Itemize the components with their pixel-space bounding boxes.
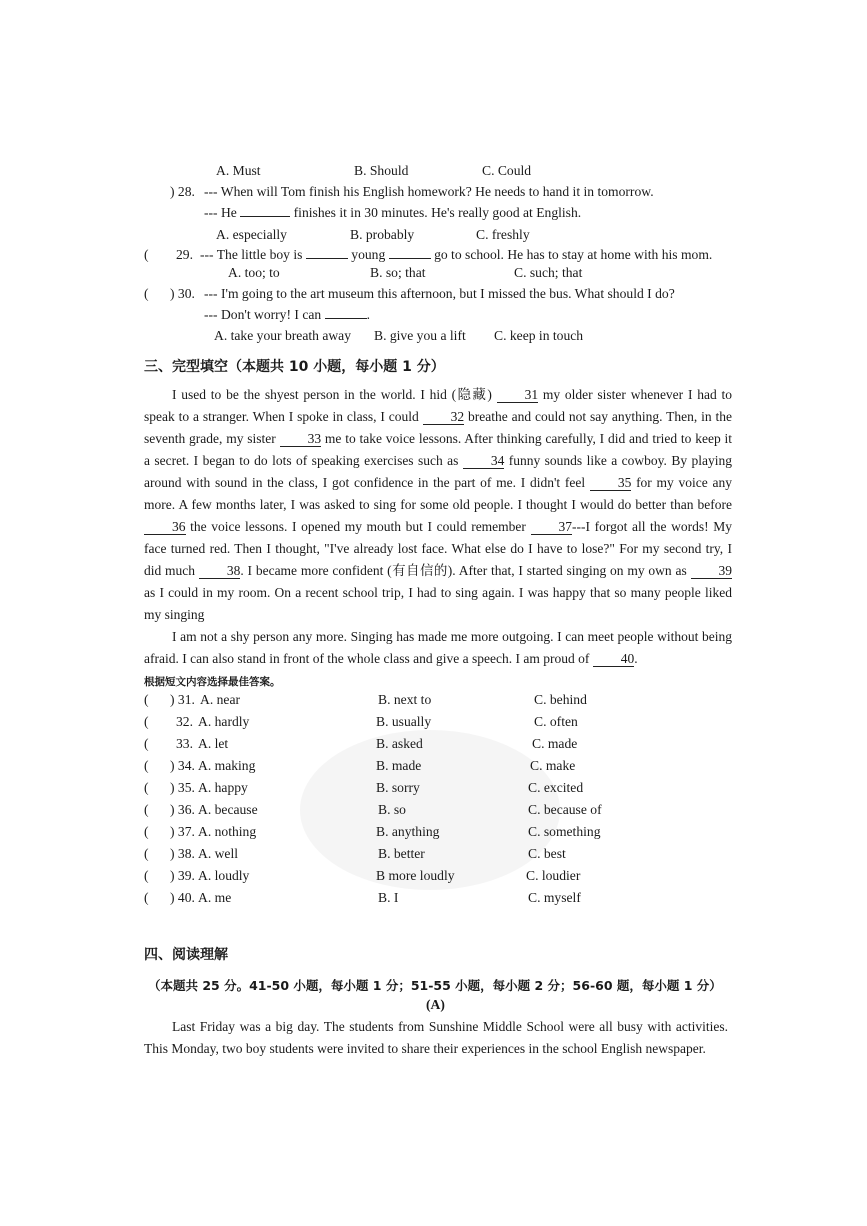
section3-title: 三、完型填空（本题共 10 小题，每小题 1 分） xyxy=(144,359,445,375)
cloze-text: my older sister whenever I had to speak to a stranger. When I spoke in class, I could xyxy=(144,387,732,424)
cloze-blank-35[interactable]: 35 xyxy=(590,475,632,491)
q27-option-a[interactable]: A. Must xyxy=(216,163,261,178)
q29-number: 29. xyxy=(176,247,193,262)
option-b[interactable]: B. anything xyxy=(376,824,440,839)
option-b[interactable]: B. usually xyxy=(376,714,432,729)
question-row[interactable] xyxy=(0,714,867,734)
cloze-passage-2 xyxy=(144,626,732,670)
option-a[interactable]: A. well xyxy=(198,846,239,861)
cloze-passage xyxy=(144,384,732,626)
q29-option-b[interactable]: B. so; that xyxy=(370,265,426,280)
cloze-text: I used to be the shyest person in the world. I hid (隐藏) xyxy=(172,387,497,402)
option-a[interactable]: A. me xyxy=(198,890,232,905)
option-a[interactable]: A. happy xyxy=(198,780,248,795)
q30-paren[interactable]: ( xyxy=(144,286,149,301)
option-c[interactable]: C. made xyxy=(532,736,578,751)
answer-paren[interactable]: ( xyxy=(144,802,149,817)
option-c[interactable]: C. excited xyxy=(528,780,584,795)
q30-number: ) 30. xyxy=(170,286,195,301)
question-row[interactable] xyxy=(0,868,867,888)
option-a[interactable]: A. let xyxy=(198,736,229,751)
q30-question: --- I'm going to the art museum this afternoon, but I missed the bus. What should I do? xyxy=(204,286,675,301)
answer-paren[interactable]: ( xyxy=(144,780,149,795)
q29-blank-2[interactable] xyxy=(389,246,431,259)
q29-blank-1[interactable] xyxy=(306,246,348,259)
option-c[interactable]: C. because of xyxy=(528,802,602,817)
question-row[interactable] xyxy=(0,890,867,910)
answer-paren[interactable]: ( xyxy=(144,846,149,861)
question-number: ) 34. xyxy=(170,758,195,773)
question-number: ) 31. xyxy=(170,692,195,707)
option-b[interactable]: B. so xyxy=(378,802,406,817)
cloze-text: . xyxy=(634,651,638,666)
cloze-blank-37[interactable]: 37 xyxy=(531,519,573,535)
question-row[interactable] xyxy=(0,780,867,800)
q28-answer-line xyxy=(204,204,581,222)
option-b[interactable]: B. better xyxy=(378,846,425,861)
answer-paren[interactable]: ( xyxy=(144,692,149,707)
q29-option-a[interactable]: A. too; to xyxy=(228,265,280,280)
cloze-blank-38[interactable]: 38 xyxy=(199,563,241,579)
q30-answer-start: --- Don't worry! I can xyxy=(204,307,322,322)
option-a[interactable]: A. near xyxy=(200,692,241,707)
q30-option-b[interactable]: B. give you a lift xyxy=(374,328,466,343)
q27-option-c[interactable]: C. Could xyxy=(482,163,532,178)
option-a[interactable]: A. making xyxy=(198,758,256,773)
question-row[interactable] xyxy=(0,802,867,822)
answer-paren[interactable]: ( xyxy=(144,824,149,839)
q28-blank[interactable] xyxy=(240,204,290,217)
cloze-blank-40[interactable]: 40 xyxy=(593,651,635,667)
option-b[interactable]: B. next to xyxy=(378,692,432,707)
answer-paren[interactable]: ( xyxy=(144,890,149,905)
question-row[interactable] xyxy=(0,846,867,866)
cloze-text: for my voice any more. A few months later, I was asked to sing for some old people. I thought I would do better than before xyxy=(144,475,732,512)
question-number: ) 39. xyxy=(170,868,195,883)
question-number: 32. xyxy=(176,714,193,729)
q29-part1: --- The little boy is xyxy=(200,247,303,262)
cloze-blank-39[interactable]: 39 xyxy=(691,563,733,579)
q28-answer-end: finishes it in 30 minutes. He's really good at English. xyxy=(293,205,582,220)
q29-paren[interactable]: ( xyxy=(144,247,149,262)
option-b[interactable]: B. asked xyxy=(376,736,423,751)
question-row[interactable] xyxy=(0,692,867,712)
option-c[interactable]: C. best xyxy=(528,846,566,861)
answer-paren[interactable]: ( xyxy=(144,736,149,751)
cloze-text: the voice lessons. I opened my mouth but I could remember xyxy=(185,519,531,534)
cloze-text: me to take voice lessons. After thinking carefully, I did and tried to keep it a secret. I began to do lots of speaking exercises such as xyxy=(144,431,733,468)
q30-answer-line: --- Don't worry! I can . xyxy=(204,307,371,322)
cloze-instruction: 根据短文内容选择最佳答案。 xyxy=(144,676,281,688)
reading-part-label: (A) xyxy=(426,997,445,1012)
answer-paren[interactable]: ( xyxy=(144,714,149,729)
option-c[interactable]: C. often xyxy=(534,714,578,729)
answer-paren[interactable]: ( xyxy=(144,758,149,773)
cloze-blank-36[interactable]: 36 xyxy=(144,519,186,535)
reading-passage-a xyxy=(144,1016,728,1060)
option-c[interactable]: C. myself xyxy=(528,890,581,905)
option-b[interactable]: B. made xyxy=(376,758,422,773)
cloze-text: ---I forgot all the words! My face turned red. Then I thought, "I've already lost face. What else do I have to lose?" For my second try, I did much xyxy=(144,519,733,578)
option-c[interactable]: C. something xyxy=(528,824,601,839)
q28-answer-start: --- He xyxy=(204,205,237,220)
q30-option-c[interactable]: C. keep in touch xyxy=(494,328,584,343)
question-row[interactable] xyxy=(0,758,867,778)
cloze-text: breathe and could not say anything. Then, in the seventh grade, my sister xyxy=(144,409,732,446)
cloze-text: I am not a shy person any more. Singing has made me more outgoing. I can meet people without being afraid. I can also stand in front of the whole class and give a speech. I am proud of xyxy=(144,629,732,666)
cloze-blank-32[interactable]: 32 xyxy=(423,409,465,425)
option-c[interactable]: C. make xyxy=(530,758,576,773)
q28-option-a[interactable]: A. especially xyxy=(216,227,287,242)
question-number: ) 37. xyxy=(170,824,195,839)
q27-option-b[interactable]: B. Should xyxy=(354,163,409,178)
cloze-blank-33[interactable]: 33 xyxy=(280,431,322,447)
option-b[interactable]: B. I xyxy=(378,890,399,905)
option-a[interactable]: A. because xyxy=(198,802,258,817)
section4-title: 四、阅读理解 xyxy=(144,947,228,963)
cloze-text: as I could in my room. On a recent school trip, I had to sing again. I was happy that so many people liked my singing xyxy=(144,585,732,622)
q28-option-c[interactable]: C. freshly xyxy=(476,227,530,242)
q29-option-c[interactable]: C. such; that xyxy=(514,265,583,280)
option-b[interactable]: B more loudly xyxy=(376,868,455,883)
q28-question: --- When will Tom finish his English homework? He needs to hand it in tomorrow. xyxy=(204,184,654,199)
cloze-text: . I became more confident (有自信的). After that, I started singing on my own as xyxy=(240,563,691,578)
cloze-blank-31[interactable]: 31 xyxy=(497,387,539,403)
q29-question xyxy=(200,246,712,264)
q29-part3: go to school. He has to stay at home with his mom. xyxy=(434,247,713,262)
option-a[interactable]: A. nothing xyxy=(198,824,257,839)
answer-paren[interactable]: ( xyxy=(144,868,149,883)
reading-passage-text: Last Friday was a big day. The students from Sunshine Middle School were all busy with activities. This Monday, two boy students were invited to share their experiences in the school English newspaper. xyxy=(144,1019,728,1056)
q30-option-a[interactable]: A. take your breath away xyxy=(214,328,352,343)
question-number: 33. xyxy=(176,736,193,751)
option-a[interactable]: A. hardly xyxy=(198,714,250,729)
option-c[interactable]: C. behind xyxy=(534,692,587,707)
section4-scoring: （本题共 25 分。41-50 小题，每小题 1 分；51-55 小题，每小题 2 分；56-60 题，每小题 1 分） xyxy=(148,978,722,993)
option-a[interactable]: A. loudly xyxy=(198,868,250,883)
q28-option-b[interactable]: B. probably xyxy=(350,227,415,242)
question-row[interactable] xyxy=(0,736,867,756)
question-number: ) 38. xyxy=(170,846,195,861)
option-b[interactable]: B. sorry xyxy=(376,780,420,795)
question-number: ) 40. xyxy=(170,890,195,905)
question-row[interactable] xyxy=(0,824,867,844)
option-c[interactable]: C. loudier xyxy=(526,868,581,883)
q30-blank[interactable] xyxy=(325,306,367,319)
q28-number: ) 28. xyxy=(170,184,195,199)
cloze-text: funny sounds like a cowboy. By playing around with sound in the class, I got confidence in the part of me. I didn't feel xyxy=(144,453,732,490)
question-number: ) 36. xyxy=(170,802,195,817)
cloze-blank-34[interactable]: 34 xyxy=(463,453,505,469)
question-number: ) 35. xyxy=(170,780,195,795)
q29-part2: young xyxy=(351,247,386,262)
